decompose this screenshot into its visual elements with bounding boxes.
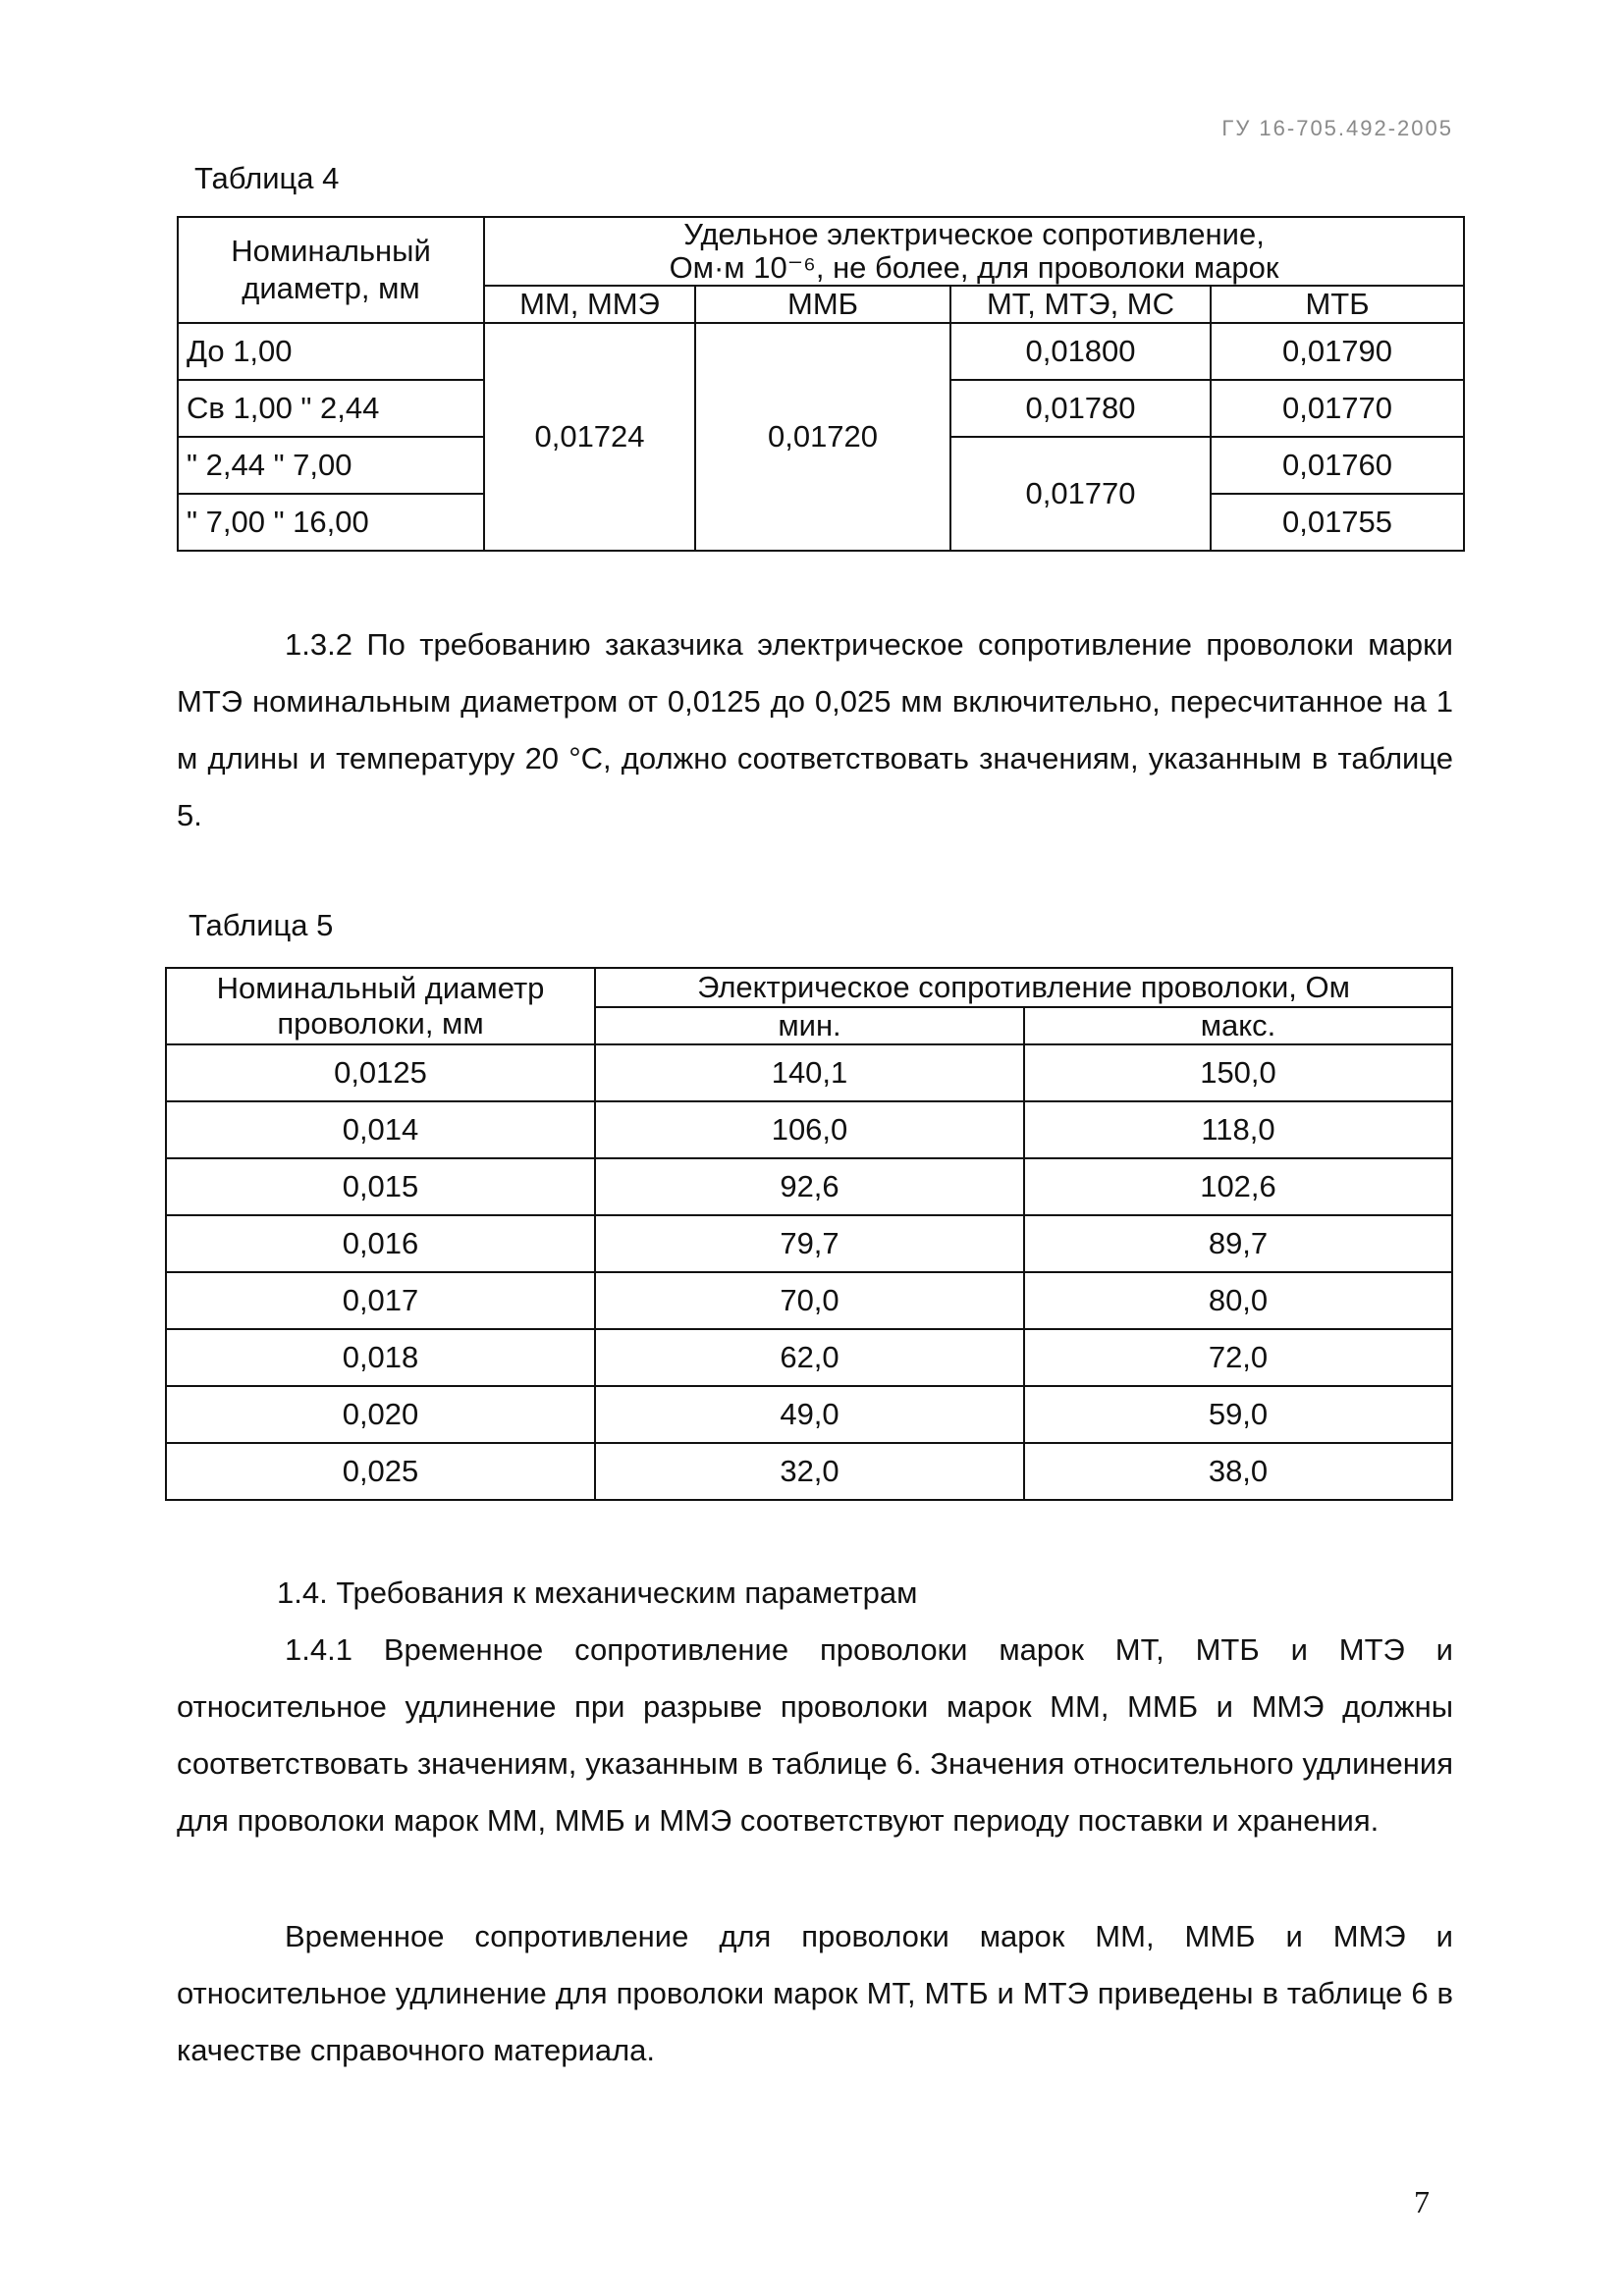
document-code: ГУ 16-705.492-2005 (1221, 116, 1453, 140)
table5-max: 118,0 (1024, 1101, 1452, 1158)
table5-min: 49,0 (595, 1386, 1024, 1443)
table4-mtb-value: 0,01770 (1211, 380, 1464, 437)
table5-max: 59,0 (1024, 1386, 1452, 1443)
table4-mt-value: 0,01770 (950, 437, 1211, 551)
table4-mt-value: 0,01780 (950, 380, 1211, 437)
table4-diameter: " 7,00 " 16,00 (178, 494, 484, 551)
table4-caption: Таблица 4 (194, 161, 340, 195)
table5-diameter: 0,014 (166, 1101, 595, 1158)
table5-head-min: мин. (595, 1007, 1024, 1044)
table5-max: 89,7 (1024, 1215, 1452, 1272)
table-row (166, 1329, 1452, 1386)
table4-mmb-value: 0,01720 (695, 323, 950, 551)
table5-max: 102,6 (1024, 1158, 1452, 1215)
table-row (166, 1272, 1452, 1329)
table4-grade-mmb: ММБ (695, 286, 950, 323)
table5-min: 70,0 (595, 1272, 1024, 1329)
table4-mtb-value: 0,01755 (1211, 494, 1464, 551)
table-row (166, 1101, 1452, 1158)
table-row (166, 1443, 1452, 1500)
table5-min: 106,0 (595, 1101, 1024, 1158)
table4-mt-value: 0,01800 (950, 323, 1211, 380)
table5-caption: Таблица 5 (189, 908, 334, 942)
table5-max: 80,0 (1024, 1272, 1452, 1329)
table5-min: 62,0 (595, 1329, 1024, 1386)
table4-diameter: " 2,44 " 7,00 (178, 437, 484, 494)
table5-head-diameter: Номинальный диаметр проволоки, мм (166, 968, 595, 1044)
table5-min: 92,6 (595, 1158, 1024, 1215)
table5-diameter: 0,015 (166, 1158, 595, 1215)
table4-mtb-value: 0,01760 (1211, 437, 1464, 494)
table5-diameter: 0,020 (166, 1386, 595, 1443)
table4-grade-mtb: МТБ (1211, 286, 1464, 323)
table5-head-max: макс. (1024, 1007, 1452, 1044)
page-number: 7 (1414, 2184, 1430, 2219)
paragraph-1-4-1-cont: Временное сопротивление для проволоки марок ММ, ММБ и ММЭ и относительное удлинение для проволоки марок МТ, МТБ и МТЭ приведены в таблице 6 в качестве справочного материала. (177, 1919, 1453, 2067)
table4 (177, 216, 1465, 552)
section-heading-1-4: 1.4. Требования к механическим параметрам (277, 1575, 918, 1610)
paragraph-1-4-1: 1.4.1 Временное сопротивление проволоки марок МТ, МТБ и МТЭ и относительное удлинение при разрыве проволоки марок ММ, ММБ и ММЭ должны соответствовать значениям, указанным в таблице 6. Значения относительного удлинения для проволоки марок ММ, ММБ и ММЭ соответствуют периоду поставки и хранения. (177, 1632, 1453, 1838)
table5-min: 32,0 (595, 1443, 1024, 1500)
table5-diameter: 0,018 (166, 1329, 595, 1386)
table5-min: 140,1 (595, 1044, 1024, 1101)
table5-head-resistance: Электрическое сопротивление проволоки, Ом (595, 968, 1452, 1007)
table5 (165, 967, 1453, 1501)
table5-min: 79,7 (595, 1215, 1024, 1272)
table4-diameter: До 1,00 (178, 323, 484, 380)
table5-diameter: 0,017 (166, 1272, 595, 1329)
table-row (166, 1215, 1452, 1272)
table4-head-resistivity-line2: Ом·м 10⁻⁶, не более, для проволоки марок (669, 250, 1279, 285)
table-row (166, 1386, 1452, 1443)
table-row (166, 1044, 1452, 1101)
table-row (166, 1158, 1452, 1215)
table4-head-resistivity (484, 217, 1464, 286)
table4-grade-mm: ММ, ММЭ (484, 286, 695, 323)
table5-diameter: 0,0125 (166, 1044, 595, 1101)
table4-diameter: Св 1,00 " 2,44 (178, 380, 484, 437)
table5-diameter: 0,025 (166, 1443, 595, 1500)
table5-max: 38,0 (1024, 1443, 1452, 1500)
table4-grade-mt: МТ, МТЭ, МС (950, 286, 1211, 323)
table4-mm-value: 0,01724 (484, 323, 695, 551)
table4-head-resistivity-line1: Удельное электрическое сопротивление, (683, 217, 1265, 251)
table-row (178, 323, 1464, 380)
table5-max: 72,0 (1024, 1329, 1452, 1386)
table4-head-diameter: Номинальный диаметр, мм (178, 217, 484, 323)
table5-max: 150,0 (1024, 1044, 1452, 1101)
table4-mtb-value: 0,01790 (1211, 323, 1464, 380)
paragraph-1-3-2: 1.3.2 По требованию заказчика электрическое сопротивление проволоки марки МТЭ номинальным диаметром от 0,0125 до 0,025 мм включительно, пересчитанное на 1 м длины и температуру 20 °С, должно соответствовать значениям, указанным в таблице 5. (177, 627, 1453, 832)
table5-diameter: 0,016 (166, 1215, 595, 1272)
